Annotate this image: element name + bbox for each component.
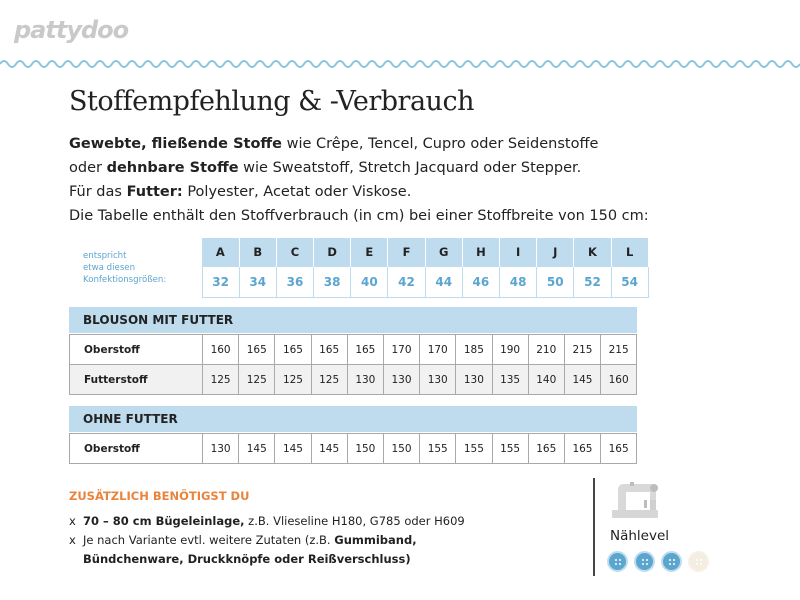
size-letter: J: [537, 238, 574, 267]
table-cell: 210: [528, 335, 564, 365]
table-cell: 150: [383, 434, 419, 464]
size-number: 46: [462, 267, 499, 298]
table-cell: 155: [456, 434, 492, 464]
table-cell: 130: [456, 365, 492, 395]
table-cell: 135: [492, 365, 528, 395]
size-letter: D: [314, 238, 351, 267]
table-cell: 155: [492, 434, 528, 464]
size-table: [69, 238, 649, 298]
sewing-machine-icon: [610, 478, 662, 522]
table-cell: 165: [347, 335, 383, 365]
table-cell: 160: [203, 335, 239, 365]
table-cell: 150: [347, 434, 383, 464]
size-number: 40: [351, 267, 388, 298]
table-cell: 125: [203, 365, 239, 395]
size-table-label: entspricht etwa diesen Konfektionsgrößen:: [83, 250, 167, 285]
table-cell: 160: [601, 365, 637, 395]
table-row: [70, 365, 637, 395]
table-cell: 165: [564, 434, 600, 464]
size-letter: K: [574, 238, 611, 267]
table-cell: 130: [383, 365, 419, 395]
intro-text: [69, 132, 789, 228]
table-cell: 185: [456, 335, 492, 365]
size-number: 38: [314, 267, 351, 298]
table-cell: 125: [239, 365, 275, 395]
table-cell: 145: [311, 434, 347, 464]
divider: [593, 478, 595, 576]
ohne-futter-table: [69, 433, 637, 464]
row-label: Futterstoff: [70, 365, 203, 395]
size-number: 44: [425, 267, 462, 298]
blouson-table: [69, 334, 637, 395]
table-cell: 125: [275, 365, 311, 395]
table-cell: 130: [420, 365, 456, 395]
button-rating-icon: [661, 551, 682, 572]
button-rating-icon: [688, 551, 709, 572]
table-cell: 125: [311, 365, 347, 395]
table-cell: 130: [203, 434, 239, 464]
table-cell: 215: [601, 335, 637, 365]
intro-line-4: Die Tabelle enthält den Stoffverbrauch (in cm) bei einer Stoffbreite von 150 cm:: [69, 208, 649, 224]
intro-line-2: oder dehnbare Stoffe wie Sweatstoff, Stretch Jacquard oder Stepper.: [69, 160, 582, 176]
size-letter: H: [462, 238, 499, 267]
wave-divider: [0, 56, 800, 72]
size-number: 50: [537, 267, 574, 298]
table-cell: 165: [528, 434, 564, 464]
size-letter: G: [425, 238, 462, 267]
table-cell: 145: [239, 434, 275, 464]
table-row: [70, 434, 637, 464]
section-header-blouson: BLOUSON MIT FUTTER: [69, 307, 637, 333]
size-letter: E: [351, 238, 388, 267]
size-number: 34: [239, 267, 276, 298]
table-cell: 165: [275, 335, 311, 365]
difficulty-rating: [607, 551, 709, 572]
section-header-ohne-futter: OHNE FUTTER: [69, 406, 637, 432]
size-number: 32: [202, 267, 239, 298]
table-cell: 155: [420, 434, 456, 464]
intro-line-3: Für das Futter: Polyester, Acetat oder Viskose.: [69, 184, 412, 200]
size-letter: F: [388, 238, 425, 267]
size-letter: C: [276, 238, 313, 267]
list-item-continuation: Bündchenware, Druckknöpfe oder Reißverschluss): [83, 552, 411, 566]
intro-line-1: Gewebte, fließende Stoffe wie Crêpe, Tencel, Cupro oder Seidenstoffe: [69, 136, 599, 152]
table-cell: 190: [492, 335, 528, 365]
size-number: 42: [388, 267, 425, 298]
extras-title: ZUSÄTZLICH BENÖTIGST DU: [69, 489, 250, 503]
size-letter: A: [202, 238, 239, 267]
size-letter: B: [239, 238, 276, 267]
button-rating-icon: [607, 551, 628, 572]
table-cell: 145: [564, 365, 600, 395]
table-cell: 165: [239, 335, 275, 365]
size-number: 48: [500, 267, 537, 298]
button-rating-icon: [634, 551, 655, 572]
difficulty-label: Nählevel: [610, 528, 670, 544]
size-number: 36: [276, 267, 313, 298]
table-cell: 145: [275, 434, 311, 464]
extras-list: [69, 512, 465, 569]
pattydoo-logo: pattydoo: [14, 16, 129, 44]
table-cell: 215: [564, 335, 600, 365]
row-label: Oberstoff: [70, 434, 203, 464]
size-number: 52: [574, 267, 611, 298]
size-letter: L: [611, 238, 648, 267]
table-cell: 170: [420, 335, 456, 365]
table-cell: 165: [311, 335, 347, 365]
size-letter: I: [500, 238, 537, 267]
page-title: Stoffempfehlung & -Verbrauch: [69, 86, 474, 117]
table-cell: 130: [347, 365, 383, 395]
table-cell: 140: [528, 365, 564, 395]
list-item: x 70 – 80 cm Bügeleinlage, z.B. Vlieseline H180, G785 oder H609: [69, 514, 465, 528]
table-row: [70, 335, 637, 365]
size-number: 54: [611, 267, 648, 298]
list-item: x Je nach Variante evtl. weitere Zutaten (z.B. Gummiband,: [69, 533, 417, 547]
table-cell: 170: [383, 335, 419, 365]
row-label: Oberstoff: [70, 335, 203, 365]
table-cell: 165: [601, 434, 637, 464]
